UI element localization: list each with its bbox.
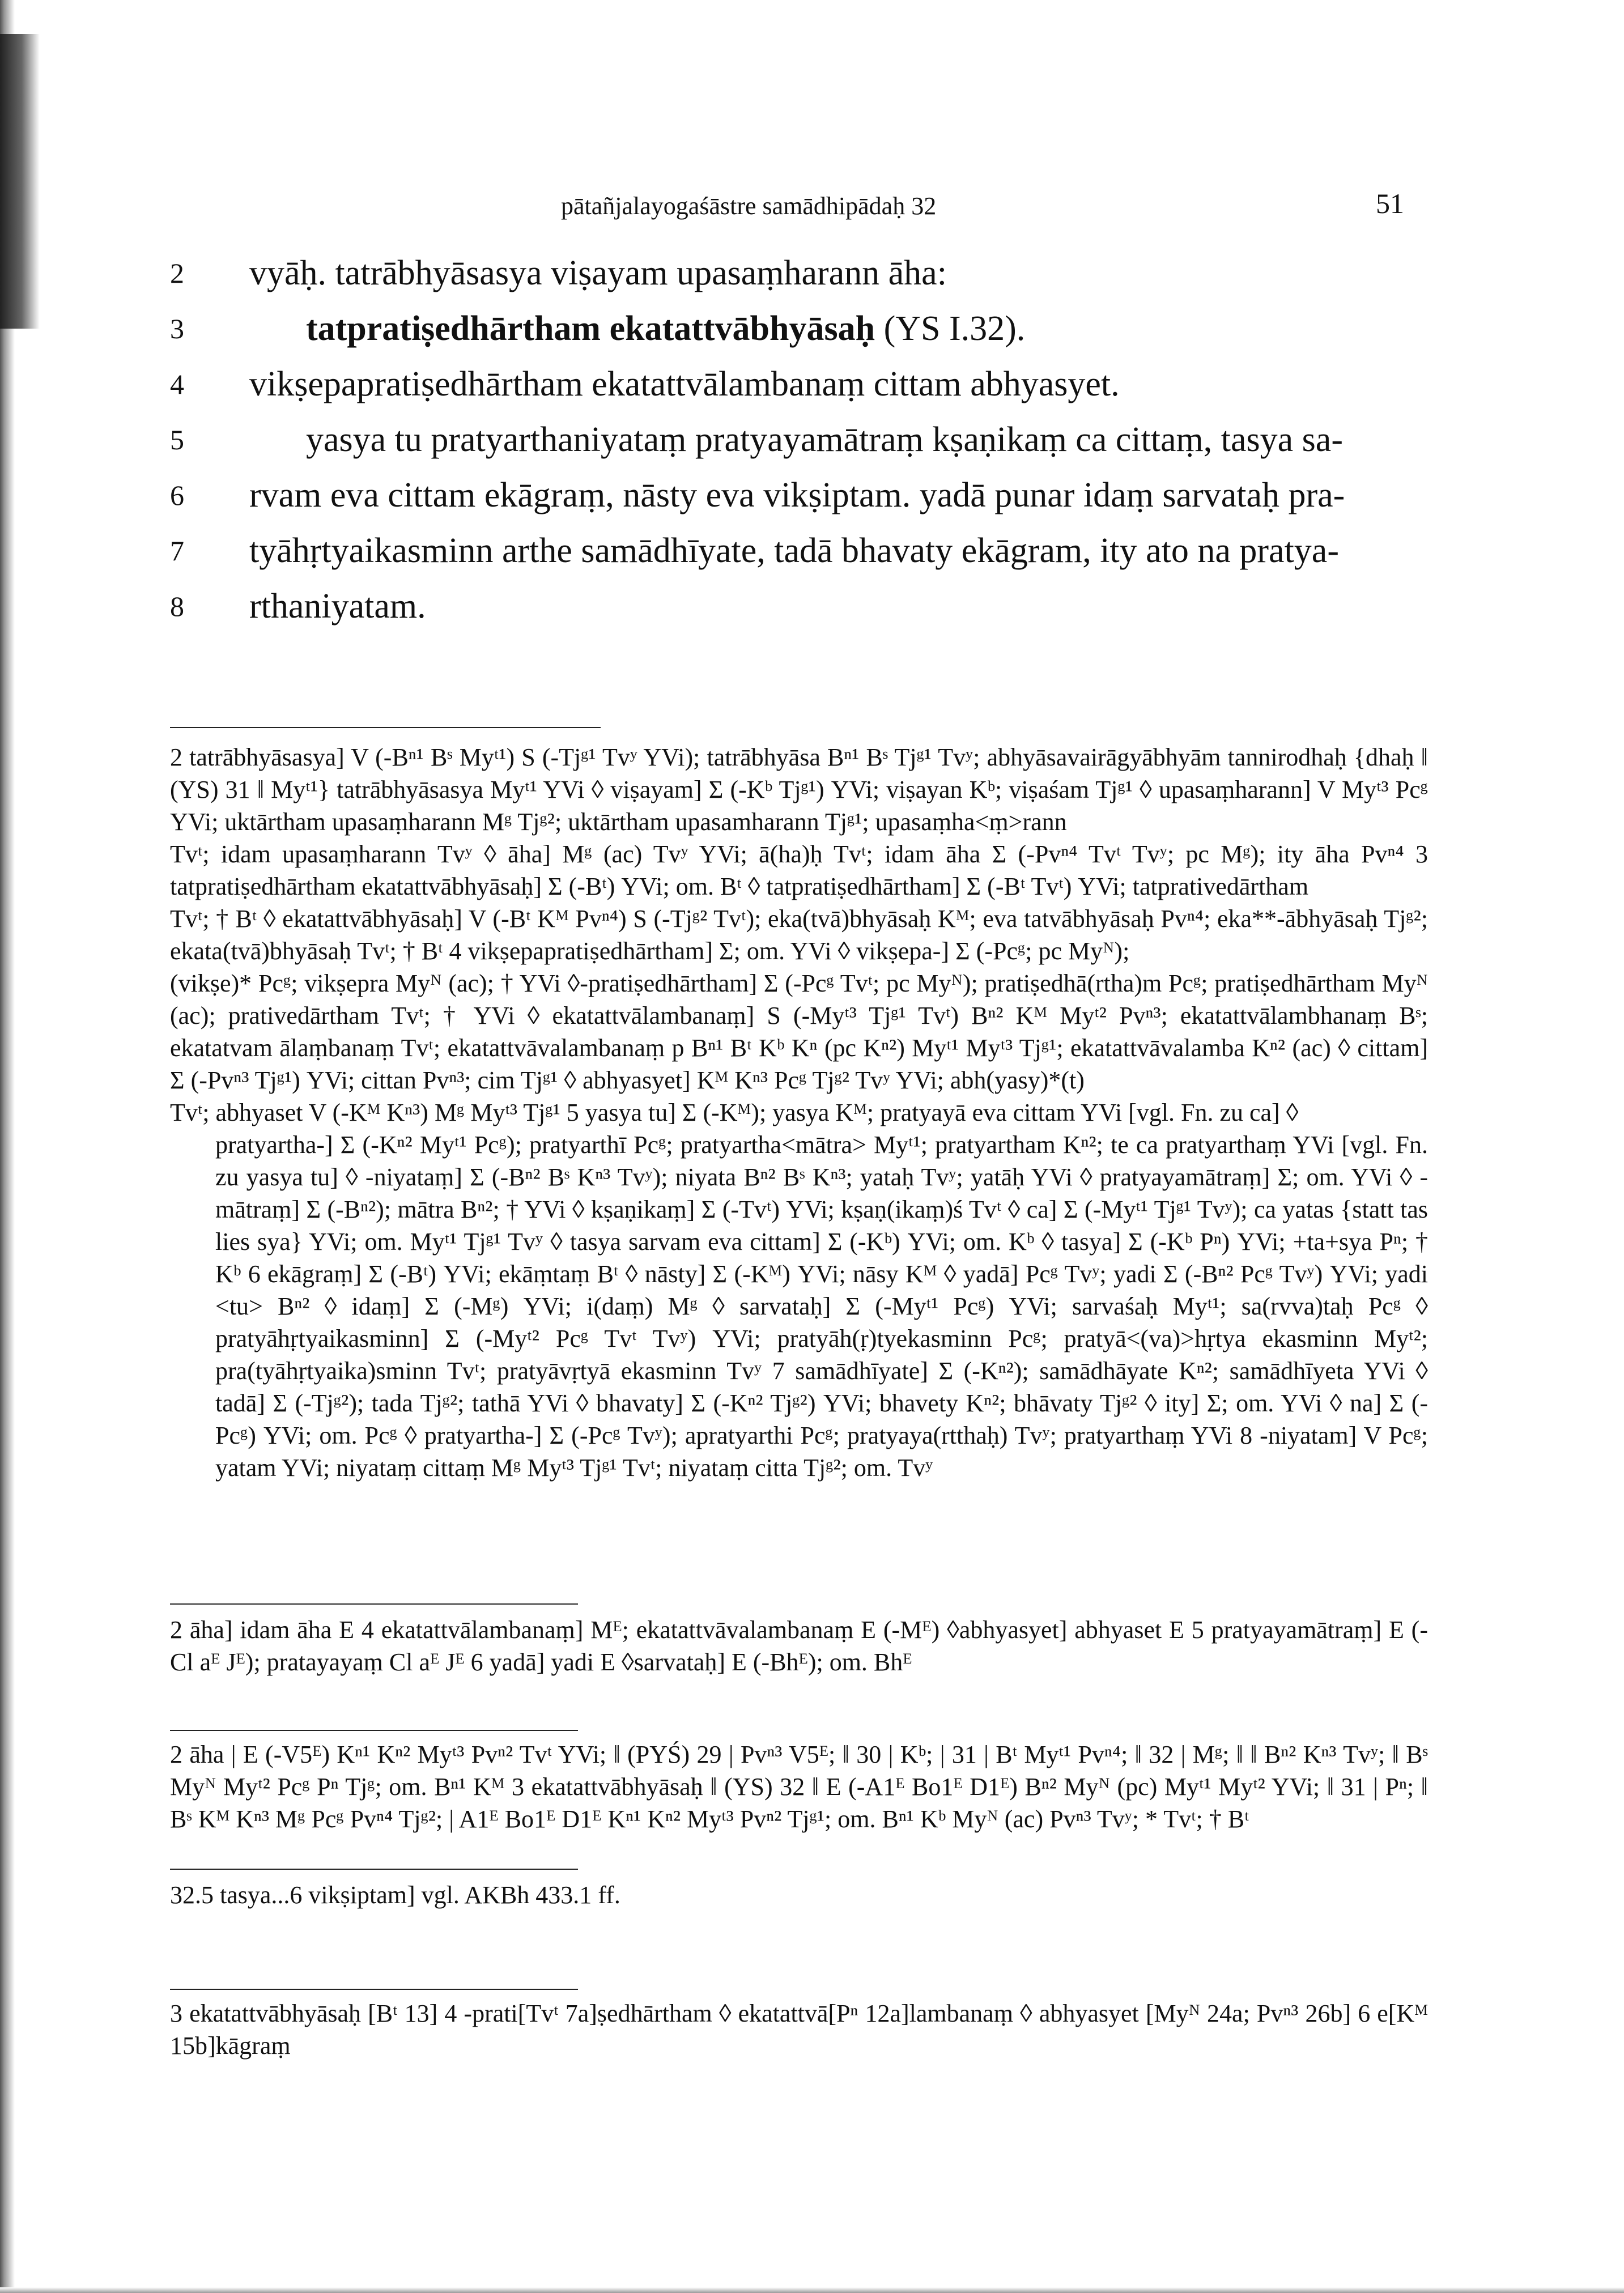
line-text: rvam eva cittam ekāgraṃ, nāsty eva vikṣiptam. yadā punar idaṃ sarvataḥ pra- [249,476,1345,514]
separation-apparatus: 2 āha | E (-V5ᴱ) Kⁿ¹ Kⁿ² Myᵗ³ Pvⁿ² Tvᵗ YVi; ‖ (PYŚ) 29 | Pvⁿ³ V5ᴱ; ‖ 30 | Kᵇ; | 31 | Bᵗ Myᵗ¹ Pvⁿ⁴; ‖ 32 | Mᵍ; ‖ ‖ Bⁿ² Kⁿ³ Tvʸ; ‖ Bˢ Myᴺ Myᵗ² Pcᵍ Pⁿ Tjᵍ; om. Bⁿ¹ Kᴹ 3 ekatattvābhyāsaḥ ‖ (YS) 32 ‖ E (-A1ᴱ Bo1ᴱ D1ᴱ) Bⁿ² Myᴺ (pc) Myᵗ¹ Myᵗ² YVi; ‖ 31 | Pⁿ; ‖ Bˢ Kᴹ Kⁿ³ Mᵍ Pcᵍ Pvⁿ⁴ Tjᵍ²; | A1ᴱ Bo1ᴱ D1ᴱ Kⁿ¹ Kⁿ² Myᵗ³ Pvⁿ² Tjᵍ¹; om. Bⁿ¹ Kᵇ Myᴺ (ac) Pvⁿ³ Tvʸ; * Tvᵗ; † Bᵗ [170,1741,1428,1833]
line-text: rthaniyatam. [249,587,426,626]
line-number: 7 [170,535,184,567]
separation-apparatus-rule [170,1730,578,1731]
main-text [170,245,1428,634]
line-text: yasya tu pratyarthaniyataṃ pratyayamātraṃ kṣaṇikaṃ ca cittaṃ, tasya sa- [306,420,1343,459]
sutra-text: tatpratiṣedhārtham ekatattvābhyāsaḥ [306,309,875,348]
edition-apparatus: 2 āha] idam āha E 4 ekatattvālambanaṃ] Mᴱ; ekatattvāvalambanaṃ E (-Mᴱ) ◊abhyasyet] abhyaset E 5 pratyayamātraṃ] E (-Cl aᴱ Jᴱ); pratayayaṃ Cl aᴱ Jᴱ 6 yadā] yadi E ◊sarvataḥ] E (-Bhᴱ); om. Bhᴱ [170,1616,1428,1676]
scan-left-edge [0,0,15,2293]
edition-apparatus-rule [170,1603,578,1605]
line-number: 5 [170,424,184,456]
page-number: 51 [1376,188,1404,219]
scan-binding-shadow [0,34,40,329]
text-line [170,245,1428,301]
line-text: vikṣepapratiṣedhārtham ekatattvālambanaṃ cittam abhyasyet. [249,365,1120,403]
line-text [306,301,1025,356]
line-number: 8 [170,590,184,622]
text-line [170,523,1428,578]
apparatus-paragraph: (vikṣe)* Pcᵍ; vikṣepra Myᴺ (ac); † YVi ◊-pratiṣedhārtham] Σ (-Pcᵍ Tvᵗ; pc Myᴺ); pratiṣedhā(rtha)m Pcᵍ; pratiṣedhārtham Myᴺ (ac); prativedārtham Tvᵗ; † YVi ◊ ekatattvālambanaṃ] S (-Myᵗ³ Tjᵍ¹ Tvᵗ) Bⁿ² Kᴹ Myᵗ² Pvⁿ³; ekatattvālambhanaṃ Bˢ; ekatatvam ālaṃbanaṃ Tvᵗ; ekatattvāvalambanaṃ p Bⁿ¹ Bᵗ Kᵇ Kⁿ (pc Kⁿ²) Myᵗ¹ Myᵗ³ Tjᵍ¹; ekatattvāvalamba Kⁿ² (ac) ◊ cittam] Σ (-Pvⁿ³ Tjᵍ¹) YVi; cittan Pvⁿ³; cim Tjᵍ¹ ◊ abhyasyet] Kᴹ Kⁿ³ Pcᵍ Tjᵍ² Tvʸ YVi; abh(yasy)*(t) [170,969,1428,1094]
text-line [170,301,1428,356]
critical-apparatus [170,741,1428,1484]
line-text: tyāhṛtyaikasminn arthe samādhīyate, tadā bhavaty ekāgram, ity ato na pratya- [249,531,1339,570]
apparatus-paragraph: Tvᵗ; abhyaset V (-Kᴹ Kⁿ³) Mᵍ Myᵗ³ Tjᵍ¹ 5 yasya tu] Σ (-Kᴹ); yasya Kᴹ; pratyayā eva cittam YVi [vgl. Fn. zu ca] ◊ [170,1099,1299,1126]
scan-bottom-edge [0,2287,1624,2293]
text-line [170,578,1428,634]
sutra-reference: (YS I.32). [875,309,1026,348]
apparatus-paragraph: 2 tatrābhyāsasya] V (-Bⁿ¹ Bˢ Myᵗ¹) S (-Tjᵍ¹ Tvʸ YVi); tatrābhyāsa Bⁿ¹ Bˢ Tjᵍ¹ Tvʸ; abhyāsavairāgyābhyām tannirodhaḥ {dhaḥ ‖ (YS) 31 ‖ Myᵗ¹} tatrābhyāsasya Myᵗ¹ YVi ◊ viṣayam] Σ (-Kᵇ Tjᵍ¹) YVi; viṣayan Kᵇ; viṣaśam Tjᵍ¹ ◊ upasaṃharann] V Myᵗ³ Pcᵍ YVi; uktārtham upasaṃharann Mᵍ Tjᵍ²; uktārtham upasamharann Tjᵍ¹; upasaṃha<ṃ>rann [170,743,1428,836]
text-line [170,356,1428,412]
text-line [170,467,1428,523]
parallels-rule [170,1869,578,1870]
line-number: 6 [170,479,184,511]
apparatus-rule [170,727,601,728]
running-title: pātañjalayogaśāstre samādhipādaḥ 32 [561,192,937,220]
apparatus-paragraph: Tvᵗ; † Bᵗ ◊ ekatattvābhyāsaḥ] V (-Bᵗ Kᴹ Pvⁿ⁴) S (-Tjᵍ² Tvᵗ); eka(tvā)bhyāsaḥ Kᴹ; eva tatvābhyāsaḥ Pvⁿ⁴; eka**-ābhyāsaḥ Tjᵍ²; ekata(tvā)bhyāsaḥ Tvᵗ; † Bᵗ 4 vikṣepapratiṣedhārtham] Σ; om. YVi ◊ vikṣepa-] Σ (-Pcᵍ; pc Myᴺ); [170,905,1428,965]
folio-apparatus: 3 ekatattvābhyāsaḥ [Bᵗ 13] 4 -prati[Tvᵗ 7a]ṣedhārtham ◊ ekatattvā[Pⁿ 12a]lambanaṃ ◊ abhyasyet [Myᴺ 24a; Pvⁿ³ 26b] 6 e[Kᴹ 15b]kāgraṃ [170,2000,1428,2060]
line-number: 2 [170,257,184,289]
folio-rule [170,1989,578,1990]
line-number: 4 [170,368,184,400]
apparatus-paragraph: pratyartha-] Σ (-Kⁿ² Myᵗ¹ Pcᵍ); pratyarthī Pcᵍ; pratyartha<mātra> Myᵗ¹; pratyartham Kⁿ²; te ca pratyarthaṃ YVi [vgl. Fn. zu yasya tu] ◊ -niyataṃ] Σ (-Bⁿ² Bˢ Kⁿ³ Tvʸ); niyata Bⁿ² Bˢ Kⁿ³; yataḥ Tvʸ; yatāḥ YVi ◊ pratyayamātraṃ] Σ; om. YVi ◊ -mātraṃ] Σ (-Bⁿ²); mātra Bⁿ²; † YVi ◊ kṣaṇikaṃ] Σ (-Tvᵗ) YVi; kṣaṇ(ikaṃ)ś Tvᵗ ◊ ca] Σ (-Myᵗ¹ Tjᵍ¹ Tvʸ); ca yatas {statt tas lies sya} YVi; om. Myᵗ¹ Tjᵍ¹ Tvʸ ◊ tasya sarvam eva cittam] Σ (-Kᵇ) YVi; om. Kᵇ ◊ tasya] Σ (-Kᵇ Pⁿ) YVi; +ta+sya Pⁿ; † Kᵇ 6 ekāgraṃ] Σ (-Bᵗ) YVi; ekāṃtaṃ Bᵗ ◊ nāsty] Σ (-Kᴹ) YVi; nāsy Kᴹ ◊ yadā] Pcᵍ Tvʸ; yadi Σ (-Bⁿ² Pcᵍ Tvʸ) YVi; yadi <tu> Bⁿ² ◊ idaṃ] Σ (-Mᵍ) YVi; i(daṃ) Mᵍ ◊ sarvataḥ] Σ (-Myᵗ¹ Pcᵍ) YVi; sarvaśaḥ Myᵗ¹; sa(rvva)taḥ Pcᵍ ◊ pratyāhṛtyaikasminn] Σ (-Myᵗ² Pcᵍ Tvᵗ Tvʸ) YVi; pratyāh(ṛ)tyekasminn Pcᵍ; pratyā<(va)>hṛtya ekasminn Myᵗ²; pra(tyāhṛtyaika)sminn Tvᵗ; pratyāvṛtyā ekasminn Tvʸ 7 samādhīyate] Σ (-Kⁿ²); samādhāyate Kⁿ²; samādhīyeta YVi ◊ tadā] Σ (-Tjᵍ²); tada Tjᵍ²; tathā YVi ◊ bhavaty] Σ (-Kⁿ² Tjᵍ²) YVi; bhavety Kⁿ²; bhāvaty Tjᵍ² ◊ ity] Σ; om. YVi ◊ na] Σ (-Pcᵍ) YVi; om. Pcᵍ ◊ pratyartha-] Σ (-Pcᵍ Tvʸ); apratyarthi Pcᵍ; pratyaya(rtthaḥ) Tvʸ; pratyarthaṃ YVi 8 -niyatam] V Pcᵍ; yatam YVi; niyataṃ cittaṃ Mᵍ Myᵗ³ Tjᵍ¹ Tvᵗ; niyataṃ citta Tjᵍ²; om. Tvʸ [215,1131,1428,1482]
line-number: 3 [170,313,184,344]
text-line [170,412,1428,467]
page-header [0,187,1624,232]
apparatus-paragraph: Tvᵗ; idam upasaṃharann Tvʸ ◊ āha] Mᵍ (ac) Tvʸ YVi; ā(ha)ḥ Tvᵗ; idam āha Σ (-Pvⁿ⁴ Tvᵗ Tvʸ; pc Mᵍ); ity āha Pvⁿ⁴ 3 tatpratiṣedhārtham ekatattvābhyāsaḥ] Σ (-Bᵗ) YVi; om. Bᵗ ◊ tatpratiṣedhārtham] Σ (-Bᵗ Tvᵗ) YVi; tatprativedārtham [170,840,1428,900]
parallels-apparatus: 32.5 tasya...6 vikṣiptam] vgl. AKBh 433.1 ff. [170,1881,620,1909]
line-text: vyāḥ. tatrābhyāsasya viṣayam upasaṃharann āha: [249,254,947,292]
